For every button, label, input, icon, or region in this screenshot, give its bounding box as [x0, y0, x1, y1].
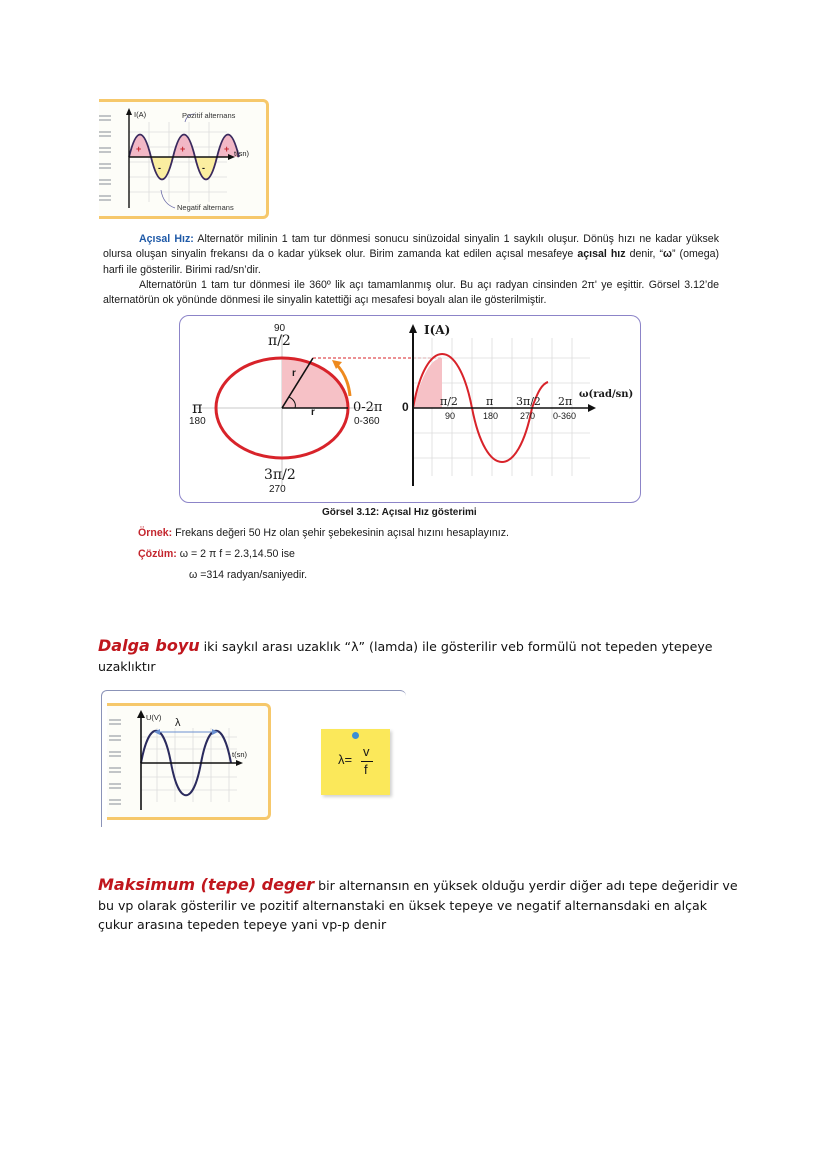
example-label: Örnek:	[138, 527, 173, 539]
x-tick-degree: 0-360	[553, 411, 577, 421]
graph-y-axis-label: I(A)	[424, 323, 451, 337]
x-axis-label: t(sn)	[234, 149, 249, 158]
circle-left-degree: 180	[189, 416, 206, 427]
x-tick-radian: 3π/2	[516, 395, 541, 408]
angular-speed-paragraph: Açısal Hız: Alternatör milinin 1 tam tur dönmesi sonucu sinüzoidal sinyalin 1 saykılı oluşur. Dönüş hızı ne kadar yüksek olursa oluşan sinyalin frekansı da o kadar yüksek olur. Birim zamanda kat edilen açısal mesafeye açısal hız denir, “ω” (omega) harfi ile gösterilir. Birimi rad/sn’dir.	[103, 233, 720, 276]
x-tick-degree: 90	[445, 411, 456, 421]
x-tick-radian: π/2	[440, 395, 458, 408]
minus-sign: -	[158, 163, 161, 173]
positive-alternans-label: Pozitif alternans	[182, 111, 236, 120]
graph-x-axis-label: ω(rad/sn)	[579, 389, 634, 400]
circle-top-radian: π/2	[268, 333, 291, 349]
wavelength-paragraph: Dalga boyu iki saykıl arası uzaklık “λ” (lamda) ile gösterilir veb formülü not tepeden ytepeye uzaklıktır	[98, 636, 713, 674]
plus-sign: +	[136, 144, 142, 154]
circle-left-radian: π	[192, 398, 203, 417]
formula-note	[321, 729, 390, 795]
radius-label: r	[292, 368, 296, 379]
formula-numerator: v	[363, 744, 370, 759]
plus-sign: +	[224, 144, 230, 154]
circle-bottom-degree: 270	[269, 484, 286, 495]
x-tick-radian: π	[486, 395, 494, 408]
figure-angular-speed	[179, 315, 641, 503]
plus-sign: +	[180, 144, 186, 154]
circle-top-degree: 90	[274, 323, 286, 334]
lambda-label: λ	[175, 717, 181, 729]
angular-speed-paragraph-2: Alternatörün 1 tam tur dönmesi ile 360º lik açı tamamlanmış olur. Bu açı radyan cinsinden 2π' ye eşittir. Görsel 3.12’de alternatörün ok yönünde dönmesi ile sinyalin katettiği açı mesafesi boyalı alan ile gösterilmiştir.	[103, 279, 719, 307]
minus-sign: -	[202, 163, 205, 173]
x-axis-label: t(sn)	[232, 750, 247, 759]
figure-caption: Görsel 3.12: Açısal Hız gösterimi	[322, 507, 477, 518]
solution-result: ω =314 radyan/saniyedir.	[189, 569, 308, 581]
example-line: Örnek: Frekans değeri 50 Hz olan şehir şebekesinin açısal hızını hesaplayınız.	[138, 527, 509, 539]
angular-speed-title: Açısal Hız:	[139, 233, 194, 245]
formula-denominator: f	[364, 762, 368, 777]
solution-label: Çözüm:	[138, 548, 177, 560]
circle-right-degree: 0-360	[354, 416, 380, 427]
radius-label: r	[311, 407, 315, 418]
maximum-paragraph: Maksimum (tepe) deger bir alternansın en yüksek olduğu yerdir diğer adı tepe değeridir ve bu vp olarak gösterilir ve pozitif alternanstaki en üksek tepeye ve negatif alternansdaki en alçak çukur arasına tepeden tepeye yani vp-p denir	[98, 875, 738, 932]
maximum-term: Maksimum (tepe) deger	[98, 875, 315, 894]
pin-icon	[352, 732, 359, 739]
x-tick-degree: 180	[483, 411, 499, 421]
x-tick-degree: 270	[520, 411, 536, 421]
figure-wavelength	[107, 703, 271, 820]
x-tick-radian: 2π	[558, 395, 573, 408]
wavelength-term: Dalga boyu	[98, 636, 200, 655]
graph-origin-label: 0	[402, 400, 409, 414]
y-axis-label: I(A)	[134, 110, 147, 119]
formula-lhs: λ=	[338, 752, 353, 767]
y-axis-label: U(V)	[146, 713, 162, 722]
circle-right-radian: 0-2π	[353, 400, 383, 415]
solution-line: Çözüm: ω = 2 π f = 2.3,14.50 ise	[138, 548, 295, 560]
figure-alternans	[99, 99, 269, 219]
circle-bottom-radian: 3π/2	[264, 467, 296, 483]
negative-alternans-label: Negatif alternans	[177, 203, 234, 212]
